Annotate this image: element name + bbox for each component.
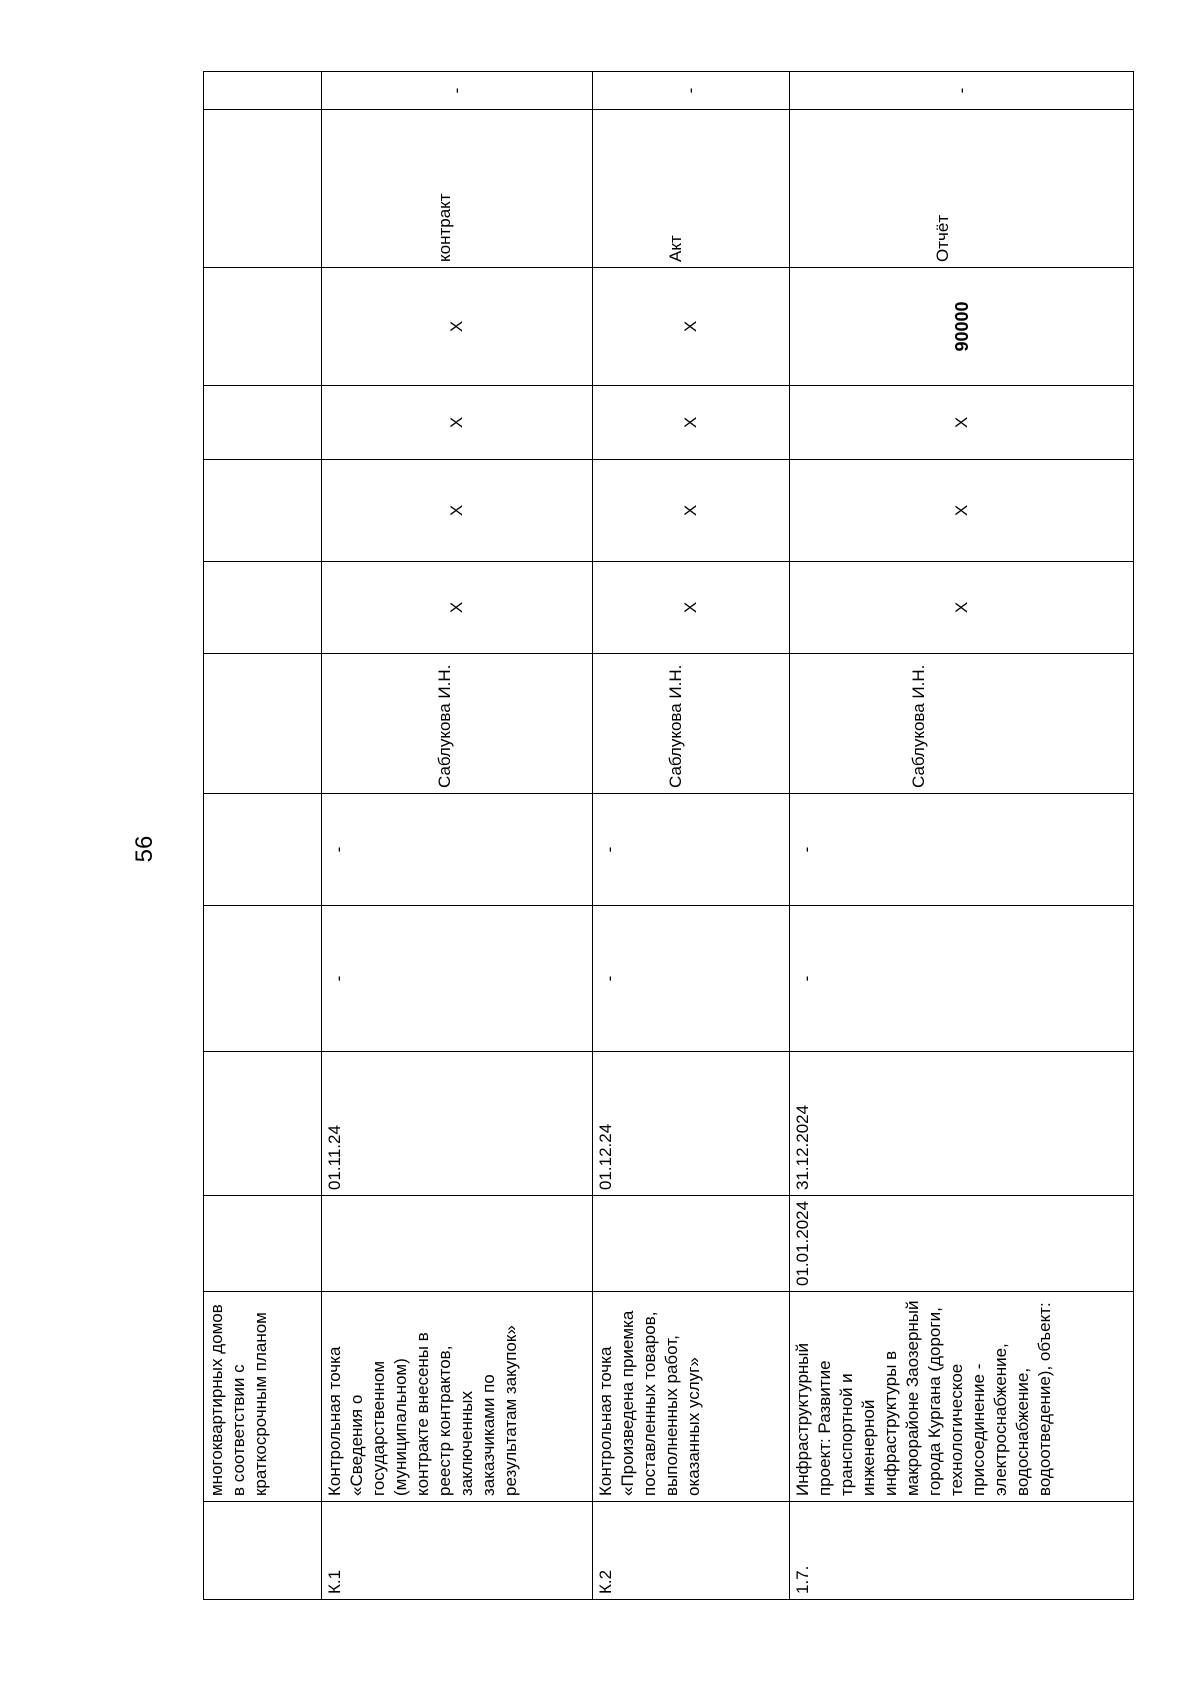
cell-c11: 90000 [790,268,1134,386]
cell-c13: - [322,72,593,110]
cell-c10: X [593,386,790,460]
responsible [204,654,322,794]
cell-c5: - [797,975,816,982]
cell-c13: - [593,72,790,110]
end-date: 01.12.24 [593,1052,790,1196]
cell-c5: - [600,975,619,982]
table-row [593,72,790,1600]
cell-c5 [204,906,322,1052]
end-date: 31.12.2024 [790,1052,1134,1196]
cell-c9: X [790,460,1134,562]
responsible: Саблукова И.Н. [909,664,928,788]
end-date [204,1052,322,1196]
start-date: 01.01.2024 [790,1196,1134,1292]
measure-name: Контрольная точка «Сведения о государственном (муниципальном) контракте внесены в реестр контрактов, заключенных заказчиками по результатам закупок» [322,1292,593,1502]
cell-c5: - [329,975,348,982]
cell-c11: X [322,268,593,386]
cell-c8: X [593,562,790,654]
cell-c9 [204,460,322,562]
start-date [204,1196,322,1292]
cell-c6 [204,794,322,906]
plan-table [203,71,1134,1600]
document-type: Отчёт [933,214,952,262]
cell-c13 [204,72,322,110]
start-date [593,1196,790,1292]
table-row [204,72,322,1600]
cell-c10: X [322,386,593,460]
measure-name: Контрольная точка «Произведена приемка поставленных товаров, выполненных работ, оказанных услуг» [593,1292,790,1502]
table-row [322,72,593,1600]
cell-c8: X [322,562,593,654]
row-number: 1.7. [790,1502,1134,1600]
end-date: 01.11.24 [322,1052,593,1196]
measure-name: многоквартирных домов в соответствии с краткосрочным планом [204,1292,322,1502]
cell-c8: X [790,562,1134,654]
cell-c11: X [593,268,790,386]
page-number: 56 [131,835,158,863]
document-type: контракт [435,193,454,262]
cell-c9: X [593,460,790,562]
cell-c6: - [600,846,619,853]
row-number [204,1502,322,1600]
document-type: Акт [666,235,685,262]
start-date [322,1196,593,1292]
row-number: К.1 [322,1502,593,1600]
cell-c11 [204,268,322,386]
document-type [204,110,322,268]
cell-c6: - [797,846,816,853]
cell-c13: - [790,72,1134,110]
table-row [790,72,1134,1600]
responsible: Саблукова И.Н. [435,664,454,788]
cell-c9: X [322,460,593,562]
cell-c10 [204,386,322,460]
cell-c8 [204,562,322,654]
responsible: Саблукова И.Н. [666,664,685,788]
row-number: К.2 [593,1502,790,1600]
cell-c6: - [329,846,348,853]
cell-c10: X [790,386,1134,460]
measure-name: Инфраструктурный проект: Развитие транспортной и инженерной инфраструктуры в макрорайоне Заозерный города Кургана (дороги, технологическое присоединение - электроснабжение, водоснабжение, водоотведение), объект: [790,1292,1134,1502]
